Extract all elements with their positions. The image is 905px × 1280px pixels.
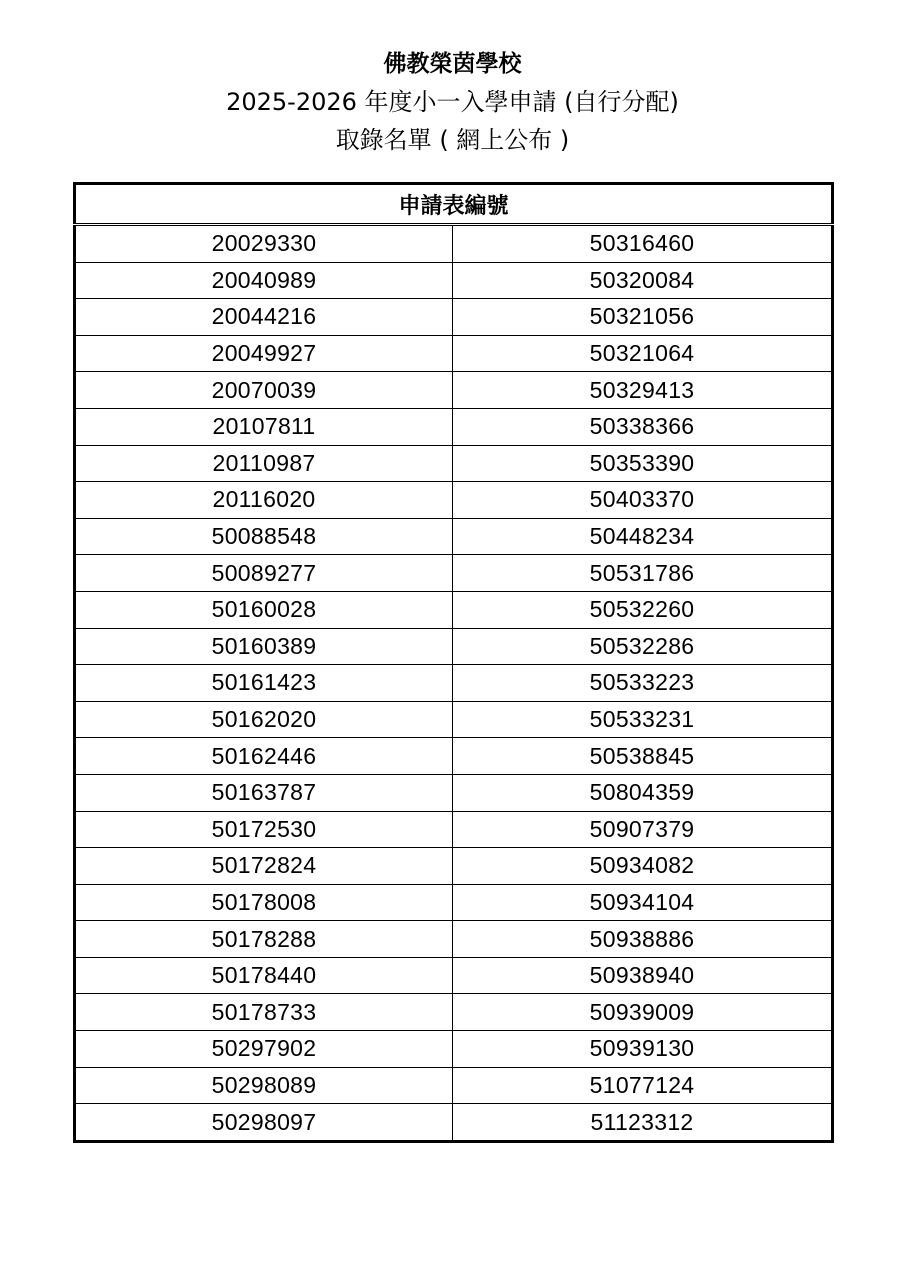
application-number-cell: 50172530 <box>75 811 453 848</box>
table-row <box>75 299 833 336</box>
application-number-cell: 50172824 <box>75 848 453 885</box>
application-number-cell: 20110987 <box>75 445 453 482</box>
application-number-cell: 51077124 <box>453 1067 833 1104</box>
table-row <box>75 482 833 519</box>
admission-list-table <box>73 182 834 1143</box>
table-row <box>75 1104 833 1142</box>
table-row <box>75 408 833 445</box>
application-number-cell: 50178733 <box>75 994 453 1031</box>
application-number-cell: 20049927 <box>75 335 453 372</box>
application-number-cell: 50162446 <box>75 738 453 775</box>
application-number-cell: 50533231 <box>453 701 833 738</box>
application-number-cell: 50163787 <box>75 774 453 811</box>
application-number-cell: 50448234 <box>453 518 833 555</box>
table-row <box>75 628 833 665</box>
application-number-cell: 20029330 <box>75 225 453 263</box>
table-row <box>75 591 833 628</box>
table-row <box>75 518 833 555</box>
table-row <box>75 811 833 848</box>
table-row <box>75 921 833 958</box>
table-row <box>75 1031 833 1068</box>
application-number-cell: 50298097 <box>75 1104 453 1142</box>
application-number-cell: 50533223 <box>453 665 833 702</box>
application-number-cell: 50532260 <box>453 591 833 628</box>
application-number-cell: 50316460 <box>453 225 833 263</box>
table-row <box>75 335 833 372</box>
table-row <box>75 555 833 592</box>
application-number-cell: 50297902 <box>75 1031 453 1068</box>
table-row <box>75 738 833 775</box>
table-row <box>75 994 833 1031</box>
application-number-cell: 50089277 <box>75 555 453 592</box>
application-number-cell: 50088548 <box>75 518 453 555</box>
table-row <box>75 445 833 482</box>
application-number-cell: 50531786 <box>453 555 833 592</box>
application-number-cell: 50298089 <box>75 1067 453 1104</box>
application-number-cell: 50938940 <box>453 957 833 994</box>
application-number-cell: 50321064 <box>453 335 833 372</box>
application-number-cell: 20070039 <box>75 372 453 409</box>
column-header: 申請表編號 <box>75 184 833 225</box>
table-row <box>75 774 833 811</box>
application-number-cell: 50178440 <box>75 957 453 994</box>
application-number-cell: 50804359 <box>453 774 833 811</box>
application-number-cell: 20116020 <box>75 482 453 519</box>
table-row <box>75 225 833 263</box>
application-number-cell: 50907379 <box>453 811 833 848</box>
application-number-cell: 50934082 <box>453 848 833 885</box>
application-number-cell: 50160389 <box>75 628 453 665</box>
list-title: 取錄名單 ( 網上公布 ) <box>335 126 570 154</box>
application-number-cell: 50934104 <box>453 884 833 921</box>
application-number-cell: 50162020 <box>75 701 453 738</box>
application-number-cell: 50939009 <box>453 994 833 1031</box>
application-number-cell: 20044216 <box>75 299 453 336</box>
application-number-cell: 20107811 <box>75 408 453 445</box>
application-number-cell: 20040989 <box>75 262 453 299</box>
table-body <box>75 225 833 1142</box>
table-row <box>75 848 833 885</box>
table-row <box>75 701 833 738</box>
school-name: 佛教榮茵學校 <box>383 51 522 77</box>
application-number-cell: 50161423 <box>75 665 453 702</box>
document-subtitle: 2025-2026 年度小一入學申請 (自行分配) <box>226 88 679 116</box>
admission-table-container <box>73 182 831 1143</box>
document-header <box>0 45 905 159</box>
application-number-cell: 51123312 <box>453 1104 833 1142</box>
table-row <box>75 1067 833 1104</box>
table-row <box>75 957 833 994</box>
application-number-cell: 50160028 <box>75 591 453 628</box>
application-number-cell: 50939130 <box>453 1031 833 1068</box>
application-number-cell: 50329413 <box>453 372 833 409</box>
application-number-cell: 50178008 <box>75 884 453 921</box>
application-number-cell: 50938886 <box>453 921 833 958</box>
application-number-cell: 50320084 <box>453 262 833 299</box>
application-number-cell: 50321056 <box>453 299 833 336</box>
application-number-cell: 50178288 <box>75 921 453 958</box>
application-number-cell: 50532286 <box>453 628 833 665</box>
table-row <box>75 262 833 299</box>
table-row <box>75 372 833 409</box>
application-number-cell: 50403370 <box>453 482 833 519</box>
table-header-row <box>75 184 833 225</box>
application-number-cell: 50338366 <box>453 408 833 445</box>
application-number-cell: 50353390 <box>453 445 833 482</box>
table-row <box>75 665 833 702</box>
table-row <box>75 884 833 921</box>
application-number-cell: 50538845 <box>453 738 833 775</box>
